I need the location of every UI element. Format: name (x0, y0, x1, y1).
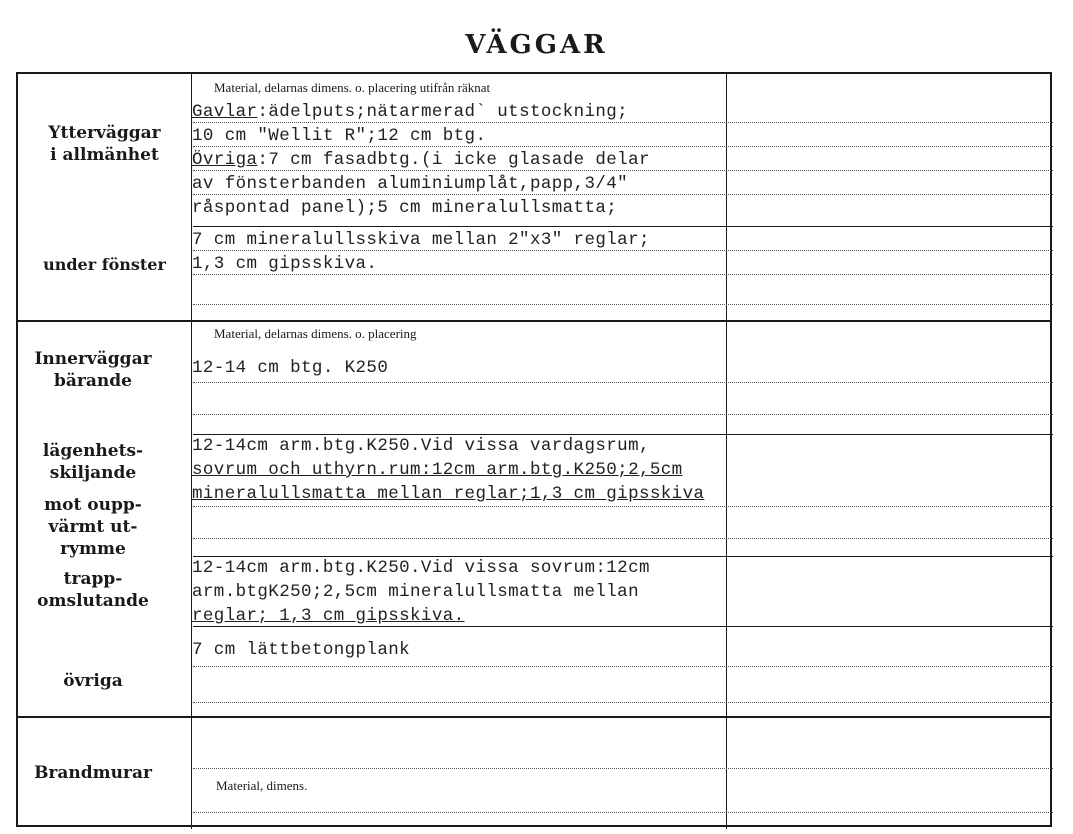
rule-line (193, 226, 1053, 227)
section-divider (18, 320, 1050, 322)
trapp-line-2: arm.btgK250;2,5cm mineralullsmatta mellan (192, 582, 639, 602)
dotted-line (193, 382, 1053, 383)
dotted-line (193, 812, 1053, 813)
inner-hint: Material, delarnas dimens. o. placering (214, 326, 417, 341)
brand-label: Brandmurar (34, 763, 152, 783)
oupp-label-2: värmt ut- (48, 517, 138, 537)
lagenhet-label-2: skiljande (49, 463, 137, 483)
column-divider (726, 74, 727, 829)
trapp-line-3: reglar; 1,3 cm gipsskiva. (192, 606, 465, 626)
rule-line (193, 626, 1053, 627)
ytter-label-2: i allmänhet (50, 145, 159, 165)
inner-label-1: Innerväggar (34, 349, 152, 369)
dotted-line (193, 146, 1053, 147)
under-fonster-label: under fönster (43, 255, 166, 274)
oupp-label-3: rymme (60, 539, 126, 559)
inner-label-2: bärande (54, 371, 132, 391)
dotted-line (193, 170, 1053, 171)
rule-line (193, 556, 1053, 557)
dotted-line (193, 250, 1053, 251)
ytter-line-4: av fönsterbanden aluminiumplåt,papp,3/4" (192, 174, 629, 194)
dotted-line (193, 538, 1053, 539)
walls-form (16, 72, 1052, 827)
ytter-line-6: 7 cm mineralullsskiva mellan 2"x3" reglar; (192, 230, 650, 250)
lagenhet-line-3: mineralullsmatta mellan reglar;1,3 cm gipsskiva (192, 484, 705, 504)
dotted-line (193, 274, 1053, 275)
trapp-label-1: trapp- (63, 569, 123, 589)
ytter-label-1: Ytterväggar (48, 123, 161, 143)
ytter-line-2: 10 cm "Wellit R";12 cm btg. (192, 126, 487, 146)
oupp-label-1: mot oupp- (44, 495, 142, 515)
gavlar-heading: Gavlar (192, 102, 258, 122)
ovriga-text: 7 cm lättbetongplank (192, 640, 411, 660)
dotted-line (193, 666, 1053, 667)
page-title: VÄGGAR (465, 30, 608, 60)
dotted-line (193, 304, 1053, 305)
dotted-line (193, 122, 1053, 123)
lagenhet-line-2: sovrum och uthyrn.rum:12cm arm.btg.K250;2,5cm (192, 460, 683, 480)
ovriga-heading: Övriga (192, 150, 258, 170)
ytter-line-3-text: :7 cm fasadbtg.(i icke glasade delar (257, 150, 650, 170)
ytter-line-1 (192, 102, 628, 122)
dotted-line (193, 194, 1053, 195)
dotted-line (193, 768, 1053, 769)
trapp-line-1: 12-14cm arm.btg.K250.Vid vissa sovrum:12cm (192, 558, 650, 578)
lagenhet-line-1: 12-14cm arm.btg.K250.Vid vissa vardagsrum, (192, 436, 650, 456)
dotted-line (193, 414, 1053, 415)
ytter-hint: Material, delarnas dimens. o. placering utifrån räknat (214, 80, 491, 95)
trapp-label-2: omslutande (37, 591, 149, 611)
brand-hint: Material, dimens. (216, 778, 308, 793)
ytter-line-3 (192, 150, 650, 170)
lagenhet-label-1: lägenhets- (42, 441, 144, 461)
barande-text: 12-14 cm btg. K250 (192, 358, 389, 378)
ovriga-label: övriga (63, 671, 123, 691)
ytter-line-5: råspontad panel);5 cm mineralullsmatta; (192, 198, 618, 218)
ytter-line-7: 1,3 cm gipsskiva. (192, 254, 378, 274)
dotted-line (193, 506, 1053, 507)
dotted-line (193, 702, 1053, 703)
ytter-line-1-text: :ädelputs;nätarmerad` utstockning; (257, 102, 629, 122)
section-divider (18, 716, 1050, 718)
rule-line (193, 434, 1053, 435)
